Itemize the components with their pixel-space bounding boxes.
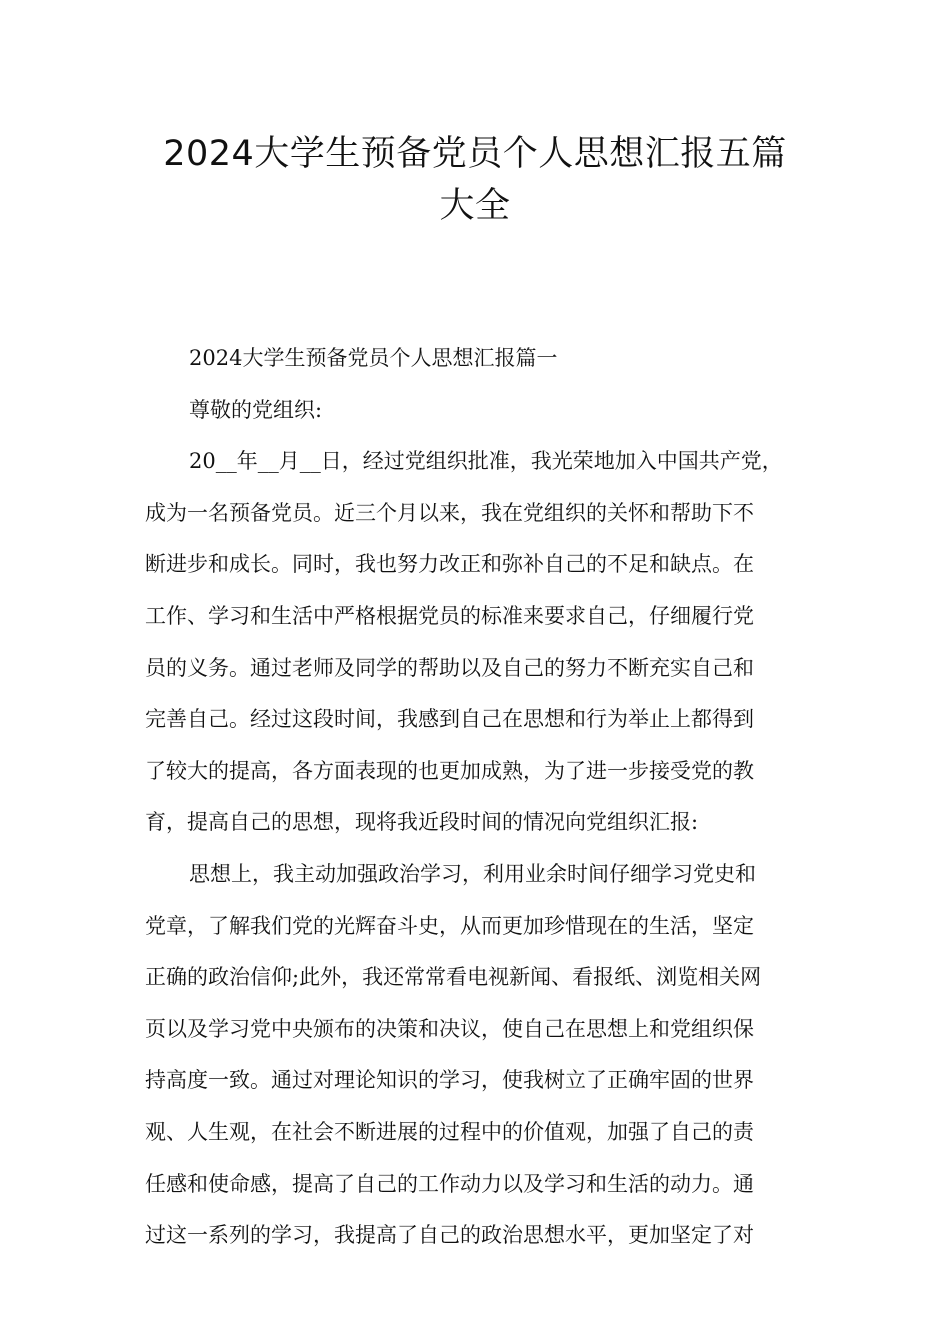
body-line: 2024大学生预备党员个人思想汇报篇一 [189,346,558,370]
body-line: 页以及学习党中央颁布的决策和决议，使自己在思想上和党组织保 [145,1016,754,1041]
body-line: 完善自己。经过这段时间，我感到自己在思想和行为举止上都得到 [145,707,754,732]
body-line: 任感和使命感，提高了自己的工作动力以及学习和生活的动力。通 [145,1171,754,1196]
body-line: 育，提高自己的思想，现将我近段时间的情况向党组织汇报: [145,810,699,835]
document-body [145,333,810,1262]
body-line: 党章，了解我们党的光辉奋斗史，从而更加珍惜现在的生活，坚定 [145,913,754,938]
body-line: 了较大的提高，各方面表现的也更加成熟，为了进一步接受党的教 [145,758,754,783]
body-line: 断进步和成长。同时，我也努力改正和弥补自己的不足和缺点。在 [145,552,754,577]
body-line: 持高度一致。通过对理论知识的学习，使我树立了正确牢固的世界 [145,1068,754,1093]
document-title [100,128,850,232]
body-line: 正确的政治信仰;此外，我还常常看电视新闻、看报纸、浏览相关网 [145,965,762,990]
title-line-1: 2024大学生预备党员个人思想汇报五篇 [163,134,787,174]
body-line: 工作、学习和生活中严格根据党员的标准来要求自己，仔细履行党 [145,603,754,628]
body-line: 过这一系列的学习，我提高了自己的政治思想水平，更加坚定了对 [145,1223,754,1248]
body-line: 思想上，我主动加强政治学习，利用业余时间仔细学习党史和 [189,861,756,886]
body-line: 20__年__月__日，经过党组织批准，我光荣地加入中国共产党， [189,449,783,474]
body-line: 员的义务。通过老师及同学的帮助以及自己的努力不断充实自己和 [145,655,754,680]
body-line: 观、人生观，在社会不断进展的过程中的价值观，加强了自己的责 [145,1119,754,1144]
body-line: 尊敬的党组织: [189,397,323,422]
body-line: 成为一名预备党员。近三个月以来，我在党组织的关怀和帮助下不 [145,500,754,525]
title-line-2: 大全 [439,186,511,226]
